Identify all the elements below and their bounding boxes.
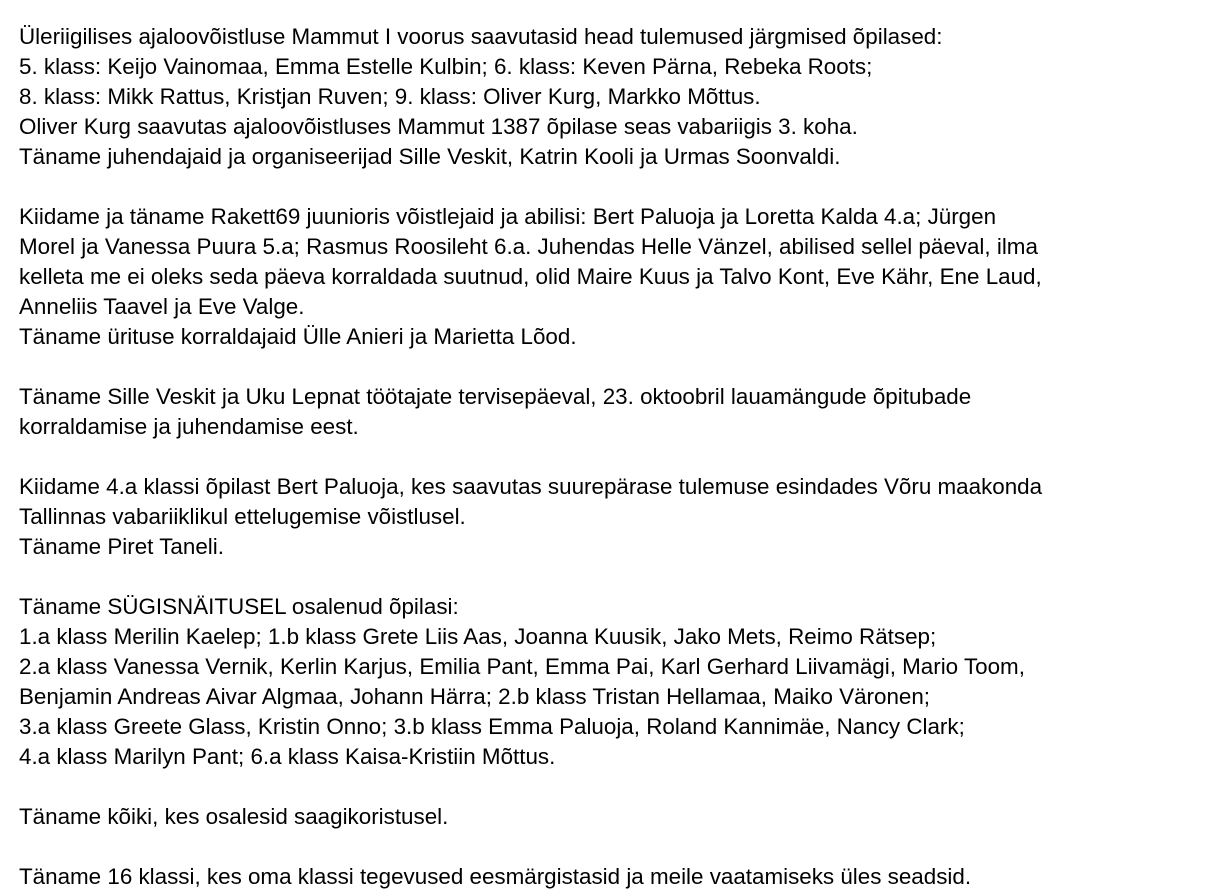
paragraph-history-competition: [19, 22, 1202, 172]
paragraph-harvest: [19, 802, 1202, 832]
text-line: Täname Piret Taneli.: [19, 534, 224, 559]
document-body: [19, 22, 1202, 892]
text-line: Täname ürituse korraldajaid Ülle Anieri ja Marietta Lõod.: [19, 324, 577, 349]
text-line: Täname kõiki, kes osalesid saagikoristusel.: [19, 804, 449, 829]
text-line: 5. klass: Keijo Vainomaa, Emma Estelle Kulbin; 6. klass: Keven Pärna, Rebeka Roots;: [19, 54, 873, 79]
text-line: Täname juhendajaid ja organiseerijad Sille Veskit, Katrin Kooli ja Urmas Soonvaldi.: [19, 144, 841, 169]
text-line: 8. klass: Mikk Rattus, Kristjan Ruven; 9. klass: Oliver Kurg, Markko Mõttus.: [19, 84, 761, 109]
text-line: Tallinnas vabariiklikul ettelugemise võistlusel.: [19, 504, 466, 529]
text-line: Benjamin Andreas Aivar Algmaa, Johann Härra; 2.b klass Tristan Hellamaa, Maiko Väronen;: [19, 684, 931, 709]
text-line: kelleta me ei oleks seda päeva korraldada suutnud, olid Maire Kuus ja Talvo Kont, Eve Kähr, Ene Laud,: [19, 264, 1042, 289]
text-line: Kiidame 4.a klassi õpilast Bert Paluoja, kes saavutas suurepärase tulemuse esindades Võru maakonda: [19, 474, 1043, 499]
paragraph-autumn-exhibition: [19, 592, 1202, 772]
text-line: Täname 16 klassi, kes oma klassi tegevused eesmärgistasid ja meile vaatamiseks üles seadsid.: [19, 864, 972, 889]
text-line: 4.a klass Marilyn Pant; 6.a klass Kaisa-Kristiin Mõttus.: [19, 744, 556, 769]
paragraph-rakett69: [19, 202, 1202, 352]
text-line: Morel ja Vanessa Puura 5.a; Rasmus Roosileht 6.a. Juhendas Helle Vänzel, abilised sellel päeval, ilma: [19, 234, 1038, 259]
text-line: Täname SÜGISNÄITUSEL osalenud õpilasi:: [19, 594, 459, 619]
paragraph-health-day: [19, 382, 1202, 442]
text-line: Üleriigilises ajaloovõistluse Mammut I voorus saavutasid head tulemused järgmised õpilased:: [19, 24, 943, 49]
paragraph-sixteen-classes: [19, 862, 1202, 892]
text-line: Anneliis Taavel ja Eve Valge.: [19, 294, 305, 319]
text-line: 2.a klass Vanessa Vernik, Kerlin Karjus, Emilia Pant, Emma Pai, Karl Gerhard Liivamägi, Mario Toom,: [19, 654, 1025, 679]
text-line: korraldamise ja juhendamise eest.: [19, 414, 359, 439]
text-line: 1.a klass Merilin Kaelep; 1.b klass Grete Liis Aas, Joanna Kuusik, Jako Mets, Reimo Rätsep;: [19, 624, 937, 649]
text-line: Kiidame ja täname Rakett69 juunioris võistlejaid ja abilisi: Bert Paluoja ja Loretta Kalda 4.a; Jürgen: [19, 204, 997, 229]
text-line: Täname Sille Veskit ja Uku Lepnat töötajate tervisepäeval, 23. oktoobril lauamängude õpitubade: [19, 384, 972, 409]
paragraph-reading-contest: [19, 472, 1202, 562]
text-line: 3.a klass Greete Glass, Kristin Onno; 3.b klass Emma Paluoja, Roland Kannimäe, Nancy Clark;: [19, 714, 965, 739]
text-line: Oliver Kurg saavutas ajaloovõistluses Mammut 1387 õpilase seas vabariigis 3. koha.: [19, 114, 858, 139]
